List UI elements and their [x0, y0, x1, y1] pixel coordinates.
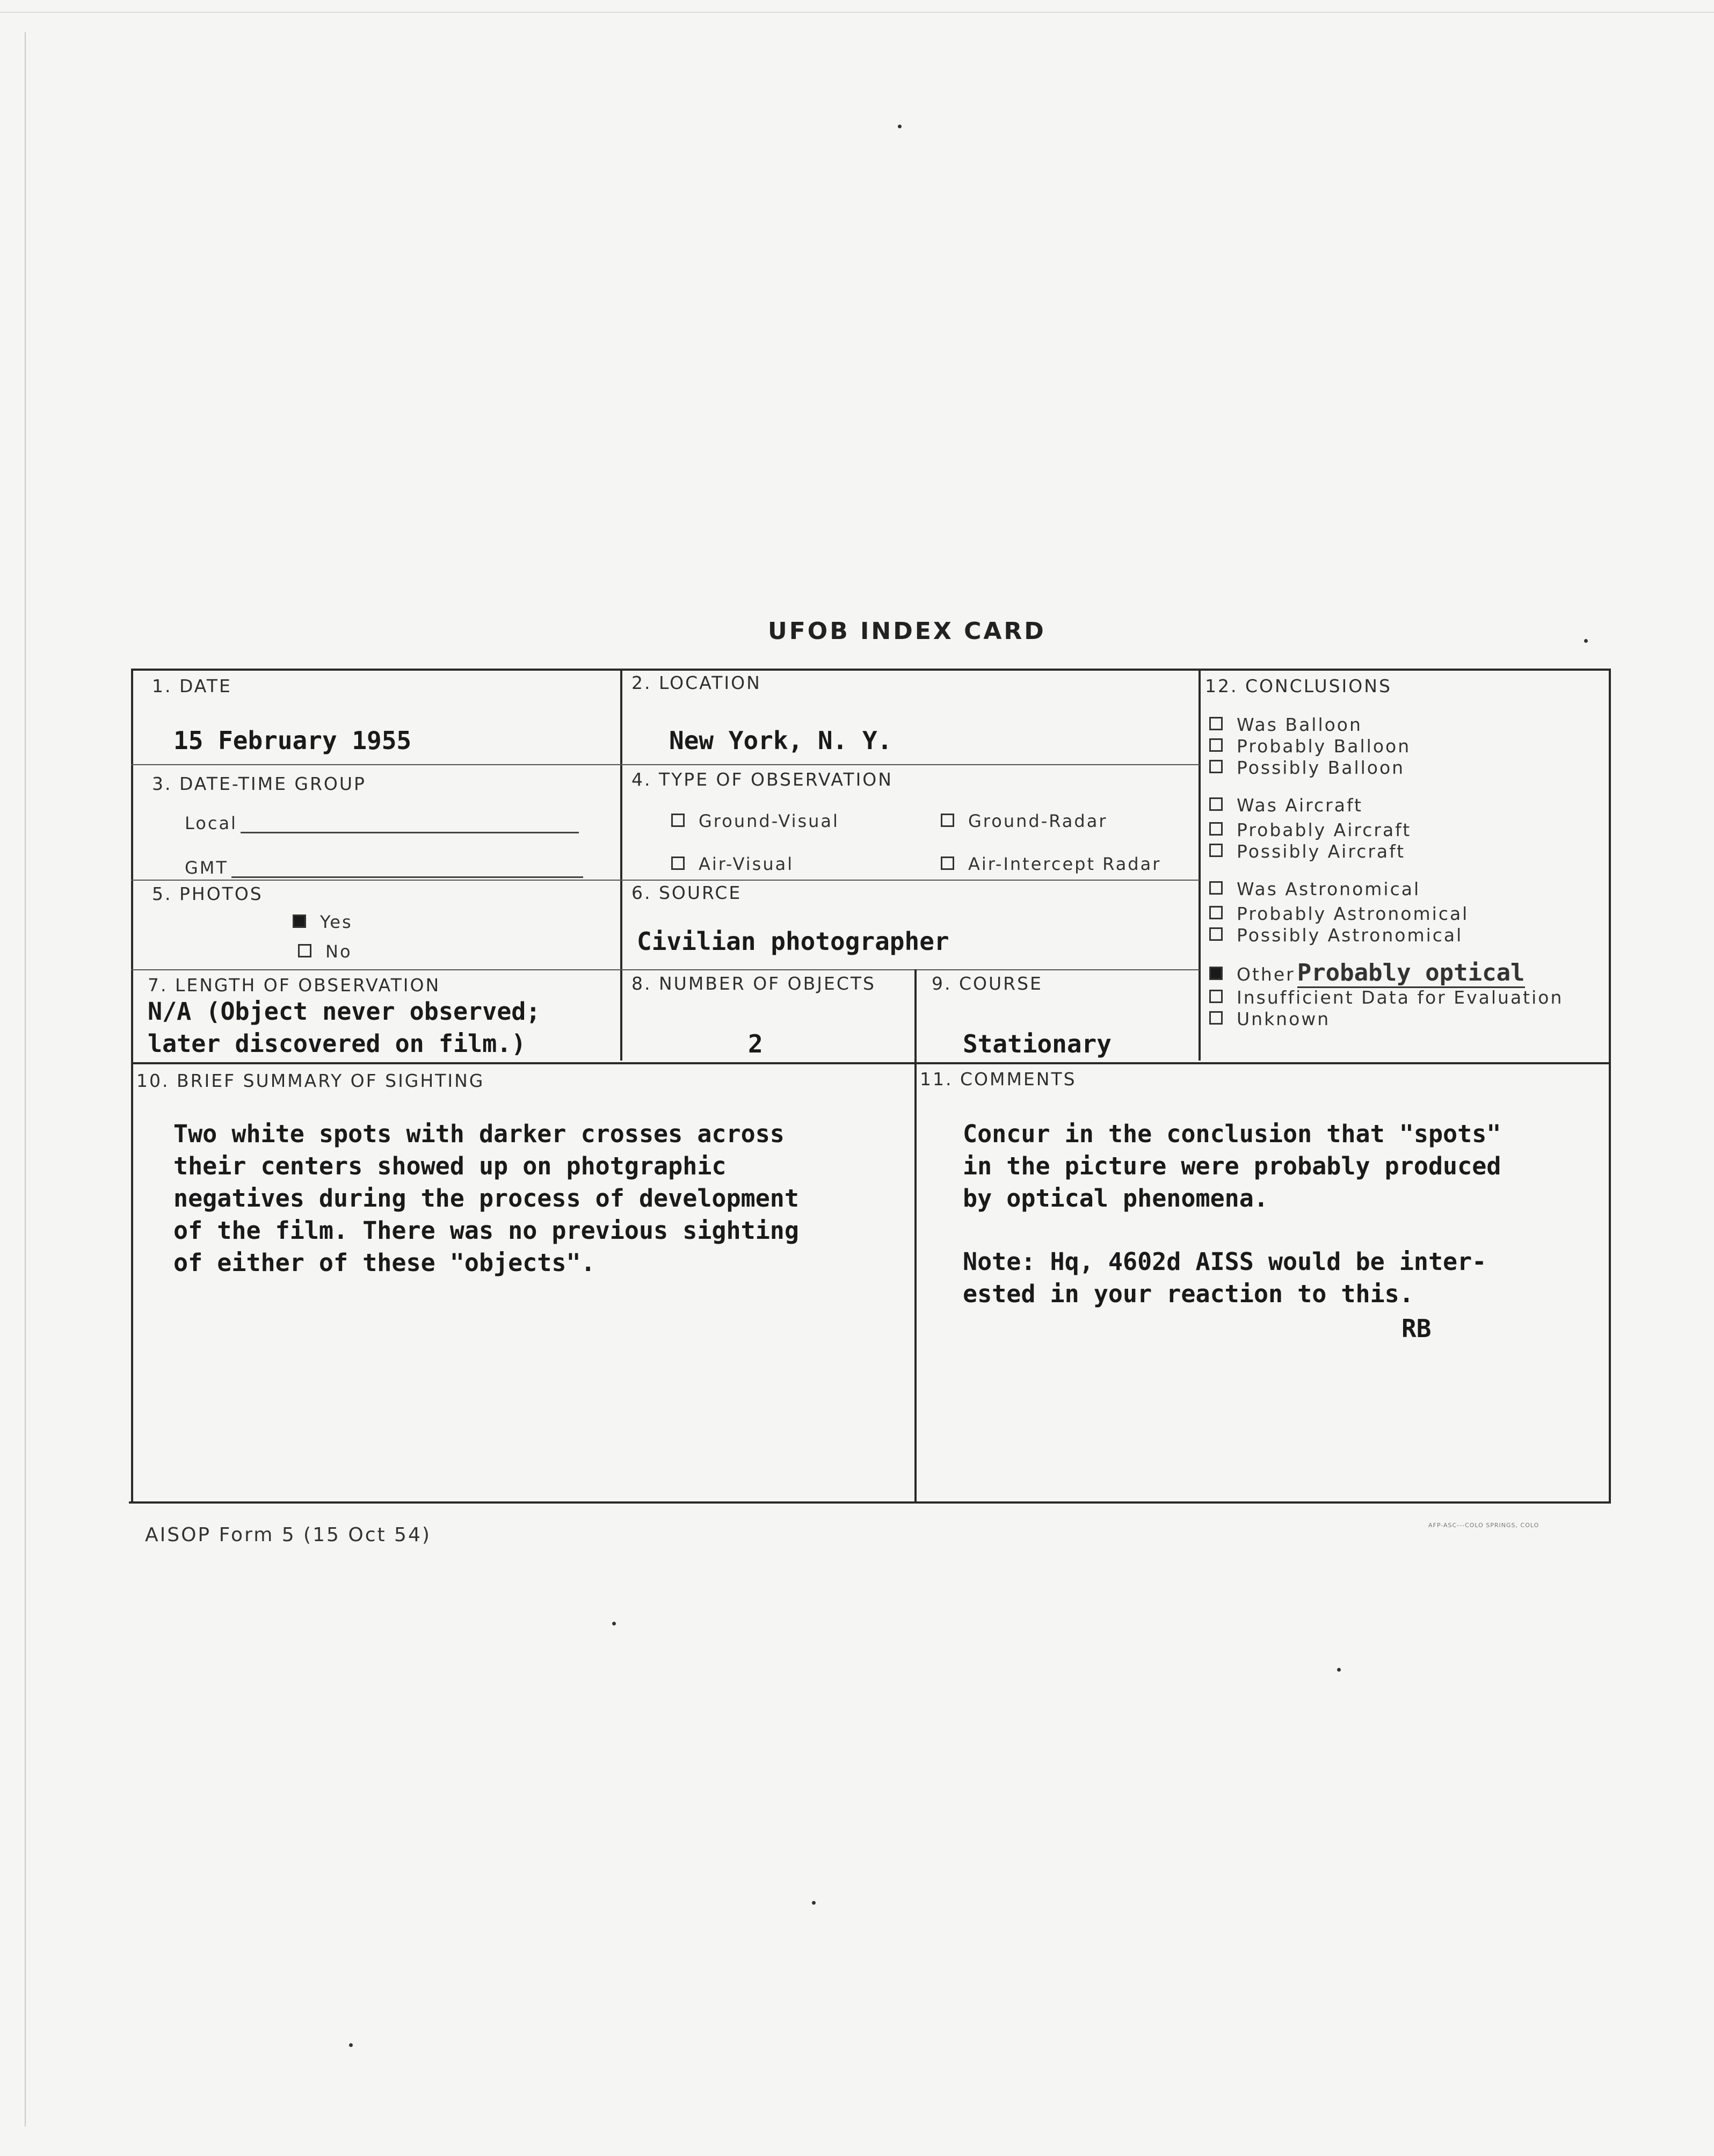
page-edge: [0, 12, 1714, 13]
photos-yes-option: Yes: [293, 912, 353, 932]
brief-summary-label: 10. BRIEF SUMMARY OF SIGHTING: [136, 1070, 485, 1091]
page-edge: [25, 32, 26, 2126]
conclusion-other: OtherProbably optical: [1209, 946, 1563, 987]
frame-bottom-rule: [129, 1501, 1611, 1504]
checkbox-icon: [1209, 844, 1223, 857]
date-value: 15 February 1955: [173, 726, 412, 755]
local-time-row: [185, 813, 579, 833]
conclusion-other-value: Probably optical: [1297, 959, 1525, 988]
divider-date-location: [620, 669, 622, 1061]
course-label: 9. COURSE: [932, 973, 1043, 994]
conclusions-label: 12. CONCLUSIONS: [1205, 676, 1392, 696]
type-of-observation-label: 4. TYPE OF OBSERVATION: [631, 769, 893, 790]
conclusion-item: Probably Aircraft: [1209, 819, 1563, 841]
photos-label: 5. PHOTOS: [152, 883, 263, 904]
divider-objects-course: [914, 969, 917, 1502]
scan-speck: [1584, 639, 1588, 643]
location-label: 2. LOCATION: [631, 672, 761, 693]
conclusion-item: Was Aircraft: [1209, 779, 1563, 819]
number-of-objects-label: 8. NUMBER OF OBJECTS: [631, 973, 876, 994]
checkbox-icon: [1209, 927, 1223, 941]
gmt-label: GMT: [185, 858, 228, 878]
conclusions-list: [1209, 714, 1563, 1030]
conclusion-item: Insufficient Data for Evaluation: [1209, 987, 1563, 1008]
divider-conclusions: [1199, 669, 1201, 1061]
checkbox-icon: [941, 856, 954, 870]
scan-speck: [612, 1622, 616, 1625]
printer-mark: AFP-ASC---COLO SPRINGS, COLO: [1428, 1522, 1539, 1529]
observation-option: Ground-Radar: [941, 811, 1107, 831]
scan-speck: [812, 1901, 816, 1905]
checkbox-icon: [671, 814, 685, 827]
source-label: 6. SOURCE: [631, 882, 742, 903]
frame-top-rule: [133, 669, 1611, 671]
observation-option: Air-Visual: [671, 854, 794, 874]
frame-left-rule: [131, 669, 133, 1504]
checkbox-icon: [1209, 797, 1223, 811]
date-label: 1. DATE: [152, 676, 232, 696]
card-title: UFOB INDEX CARD: [768, 618, 1046, 645]
divider-row-1: [131, 764, 1200, 765]
conclusion-item: Possibly Aircraft: [1209, 841, 1563, 862]
conclusion-item: Probably Astronomical: [1209, 903, 1563, 925]
gmt-time-row: [185, 858, 583, 878]
source-value: Civilian photographer: [637, 927, 949, 956]
form-id: AISOP Form 5 (15 Oct 54): [145, 1524, 431, 1546]
brief-summary-text: Two white spots with darker crosses across their centers showed up on photgraphic negatives during the process of development of the film. There was no previous sighting of either of these "objects".: [173, 1120, 799, 1277]
checkbox-icon: [298, 944, 311, 957]
date-time-group-label: 3. DATE-TIME GROUP: [152, 773, 366, 794]
frame-right-rule: [1609, 669, 1611, 1504]
conclusion-item: Was Astronomical: [1209, 862, 1563, 903]
checkbox-icon: [1209, 717, 1223, 730]
local-fill-line: [241, 832, 579, 833]
checkbox-icon: [1209, 1011, 1223, 1025]
comments-text: Concur in the conclusion that "spots" in the picture were probably produced by optical phenomena.: [963, 1120, 1501, 1213]
scan-speck: [1337, 1668, 1341, 1672]
divider-row-3: [131, 969, 1200, 970]
checkbox-icon: [1209, 760, 1223, 773]
conclusion-item: Possibly Astronomical: [1209, 925, 1563, 946]
checked-box-icon: [293, 914, 306, 928]
conclusion-item: Possibly Balloon: [1209, 757, 1563, 779]
length-of-observation-text: N/A (Object never observed; later discovered on film.): [148, 997, 541, 1058]
photos-no-option: No: [298, 941, 352, 962]
scan-speck: [898, 125, 902, 128]
checkbox-icon: [1209, 738, 1223, 752]
checkbox-icon: [1209, 881, 1223, 895]
location-value: New York, N. Y.: [669, 726, 892, 755]
number-of-objects-value: 2: [748, 1029, 763, 1058]
observation-option: Ground-Visual: [671, 811, 839, 831]
divider-row-4: [131, 1062, 1610, 1064]
comments-label: 11. COMMENTS: [920, 1069, 1077, 1090]
gmt-fill-line: [231, 876, 583, 878]
checkbox-icon: [1209, 990, 1223, 1003]
checkbox-icon: [1209, 906, 1223, 919]
comments-initials: RB: [1401, 1314, 1432, 1343]
course-value: Stationary: [963, 1029, 1112, 1058]
checkbox-icon: [671, 856, 685, 870]
divider-row-2: [131, 880, 1200, 881]
checkbox-icon: [941, 814, 954, 827]
observation-option: Air-Intercept Radar: [941, 854, 1161, 874]
conclusion-item: Unknown: [1209, 1008, 1563, 1030]
conclusion-item: Was Balloon: [1209, 714, 1563, 736]
scan-speck: [349, 2043, 353, 2047]
checked-box-icon: [1209, 967, 1223, 980]
local-label: Local: [185, 813, 237, 833]
checkbox-icon: [1209, 822, 1223, 836]
conclusion-item: Probably Balloon: [1209, 736, 1563, 757]
comments-note: Note: Hq, 4602d AISS would be inter- ested in your reaction to this.: [963, 1247, 1487, 1308]
length-of-observation-label: 7. LENGTH OF OBSERVATION: [148, 975, 441, 996]
